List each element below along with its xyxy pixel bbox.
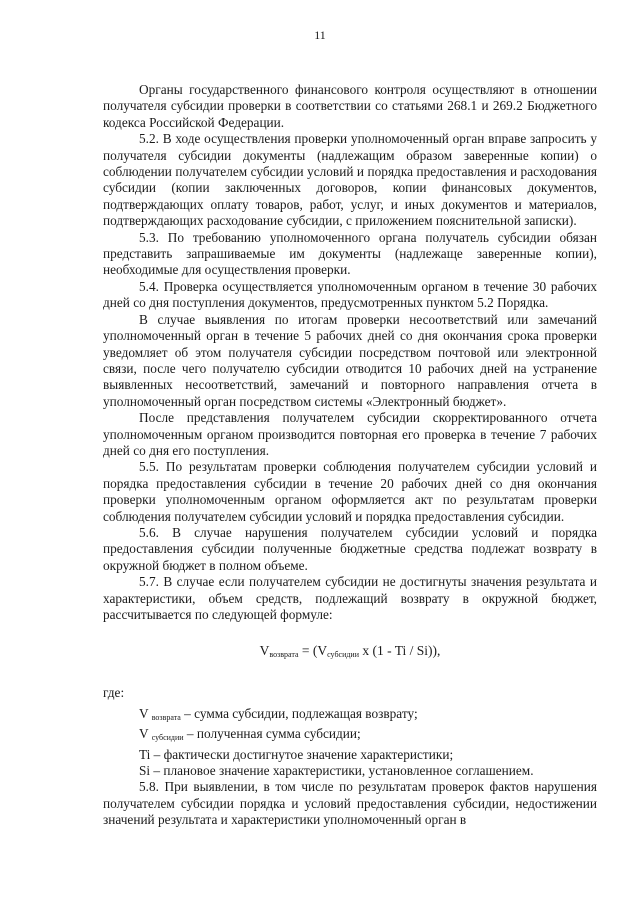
paragraph-5-7: 5.7. В случае если получателем субсидии не достигнуты значения результата и характеристики, объем средств, подлежащий возврату в окружной бюджет, рассчитывается по следующей формуле:: [103, 574, 597, 622]
formula-v: V: [259, 643, 270, 659]
definition-v-return: [103, 706, 597, 726]
definition-v-symbol: V: [139, 705, 152, 721]
paragraph-5-6: 5.6. В случае нарушения получателем субсидии условий и порядка предоставления субсидии полученные бюджетные средства подлежат возврату в окружной бюджет в полном объеме.: [103, 524, 597, 573]
definition-v-return-text: – сумма субсидии, подлежащая возврату;: [180, 705, 418, 721]
paragraph-5-4: 5.4. Проверка осуществляется уполномоченным органом в течение 30 рабочих дней со дня поступления документов, предусмотренных пунктом 5.2 Порядка.: [103, 278, 597, 311]
formula-sub-subsidy: субсидии: [327, 650, 359, 660]
paragraph-5-3: 5.3. По требованию уполномоченного органа получатель субсидии обязан представить запрашиваемые им документы (надлежаще заверенные копии), необходимые для осуществления проверки.: [103, 229, 597, 278]
paragraph-5-8: 5.8. При выявлении, в том числе по результатам проверок фактов нарушения получателем субсидии порядка и условий предоставления субсидии, недостижении значений результата и характеристики уполномоченный орган в: [103, 779, 597, 828]
definition-v-subsidy-text: – полученная сумма субсидии;: [183, 726, 361, 742]
paragraph-5-4-resubmission: После представления получателем субсидии скорректированного отчета уполномоченным органом производится повторная его проверка в течение 7 рабочих дней со дня его поступления.: [103, 410, 597, 458]
formula-rest: x (1 - Ti / Si)),: [358, 643, 441, 659]
definition-si: Si – плановое значение характеристики, установленное соглашением.: [139, 763, 534, 779]
definition-v-return-sub: возврата: [151, 712, 181, 722]
paragraph-5-4-discrepancies: В случае выявления по итогам проверки несоответствий или замечаний уполномоченный орган в течение 5 рабочих дней со дня окончания срока проверки уведомляет об этом получателя субсидии посредством почтовой или электронной связи, после чего получателю субсидии отводится 10 рабочих дней на устранение выявленных несоответствий, замечаний и повторного направления отчета в уполномоченный орган посредством системы «Электронный бюджет».: [103, 311, 597, 409]
formula-sub-return: возврата: [269, 650, 299, 660]
formula-equals: = (V: [298, 643, 328, 659]
paragraph-state-control: Органы государственного финансового контроля осуществляют в отношении получателя субсидии проверки в соответствии со статьями 268.1 и 269.2 Бюджетного кодекса Российской Федерации.: [103, 82, 597, 130]
paragraph-5-2: 5.2. В ходе осуществления проверки уполномоченный орган вправе запросить у получателя субсидии документы (надлежащим образом заверенные копии) о соблюдении получателем субсидии условий и порядка предоставления и расходования субсидии (копии заключенных договоров, копии финансовых документов, подтверждающих оплату товаров, работ, услуг, и иных документов и материалов, подтверждающих расходование субсидии, с приложением пояснительной записки).: [103, 131, 597, 229]
formula-definitions: [103, 706, 597, 780]
definition-ti: Ti – фактически достигнутое значение характеристики;: [139, 746, 454, 762]
definition-v2-symbol: V: [139, 726, 152, 742]
where-label: где:: [103, 685, 125, 701]
paragraph-5-5: 5.5. По результатам проверки соблюдения получателем субсидии условий и порядка предоставления субсидии в течение 20 рабочих дней со дня окончания проверки уполномоченным органом оформляется акт по результатам проверки соблюдения получателем субсидии условий и порядка предоставления субсидии.: [103, 459, 597, 524]
return-formula: [103, 643, 597, 663]
document-body: [103, 82, 597, 829]
definition-v-subsidy-sub: субсидии: [151, 733, 184, 743]
definition-v-subsidy: [103, 726, 597, 746]
page-number: 11: [314, 28, 326, 42]
